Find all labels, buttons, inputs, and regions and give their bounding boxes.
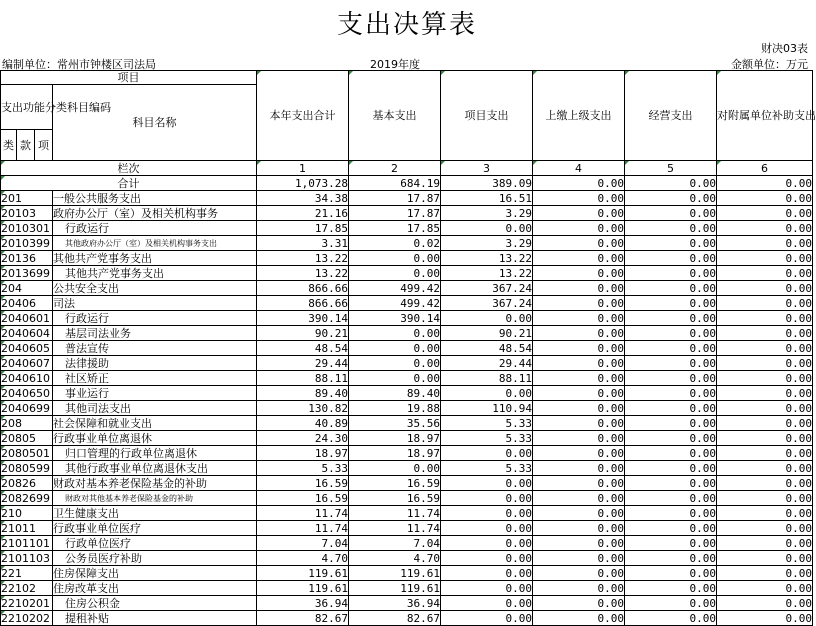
amount-cell: 82.67 — [257, 611, 349, 626]
amount-cell: 0.00 — [717, 311, 813, 326]
amount-cell: 0.00 — [625, 326, 717, 341]
amount-cell: 119.61 — [349, 566, 441, 581]
amount-cell: 0.00 — [717, 416, 813, 431]
amount-cell: 0.00 — [717, 251, 813, 266]
page-title: 支出决算表 — [336, 10, 477, 40]
amount-cell: 0.00 — [717, 326, 813, 341]
column-number: 6 — [717, 161, 813, 176]
amount-cell: 130.82 — [257, 401, 349, 416]
amount-cell: 0.00 — [533, 401, 625, 416]
amount-cell: 4.70 — [257, 551, 349, 566]
amount-cell: 0.00 — [349, 266, 441, 281]
amount-cell: 0.00 — [625, 536, 717, 551]
subject-code: 20406 — [1, 296, 53, 311]
amount-cell: 0.00 — [717, 191, 813, 206]
amount-cell: 5.33 — [257, 461, 349, 476]
amount-cell: 0.00 — [717, 461, 813, 476]
subject-name: 法律援助 — [53, 356, 257, 371]
subject-name-header: 科目名称 — [53, 85, 257, 161]
subject-name: 行政运行 — [53, 221, 257, 236]
table-row — [1, 326, 813, 341]
amount-cell: 18.97 — [349, 446, 441, 461]
amount-cell: 0.00 — [625, 461, 717, 476]
amount-cell: 0.00 — [625, 491, 717, 506]
amount-cell: 90.21 — [257, 326, 349, 341]
table-row — [1, 461, 813, 476]
subject-code: 2101101 — [1, 536, 53, 551]
col-header-5: 经营支出 — [625, 71, 717, 161]
amount-cell: 0.00 — [625, 431, 717, 446]
table-row — [1, 506, 813, 521]
amount-cell: 0.00 — [441, 221, 533, 236]
amount-cell: 0.00 — [533, 581, 625, 596]
amount-cell: 11.74 — [349, 506, 441, 521]
form-number: 财决03表 — [761, 42, 808, 55]
amount-cell: 0.00 — [349, 356, 441, 371]
amount-cell: 0.00 — [625, 236, 717, 251]
amount-cell: 11.74 — [257, 521, 349, 536]
amount-cell: 16.59 — [349, 476, 441, 491]
table-row — [1, 566, 813, 581]
amount-cell: 0.00 — [533, 266, 625, 281]
amount-cell: 0.00 — [533, 506, 625, 521]
subject-name: 社会保障和就业支出 — [53, 416, 257, 431]
amount-cell: 0.00 — [441, 311, 533, 326]
amount-cell: 36.94 — [257, 596, 349, 611]
amount-cell: 0.00 — [717, 446, 813, 461]
amount-cell: 0.00 — [717, 611, 813, 626]
table-row — [1, 416, 813, 431]
amount-cell: 13.22 — [257, 251, 349, 266]
amount-cell: 4.70 — [349, 551, 441, 566]
amount-cell: 0.00 — [533, 296, 625, 311]
subject-name: 司法 — [53, 296, 257, 311]
amount-cell: 0.00 — [717, 221, 813, 236]
table-row — [1, 341, 813, 356]
amount-cell: 866.66 — [257, 296, 349, 311]
amount-cell: 0.00 — [717, 296, 813, 311]
table-row — [1, 296, 813, 311]
subject-name: 基层司法业务 — [53, 326, 257, 341]
org-label: 编制单位：常州市钟楼区司法局 — [2, 58, 156, 71]
subject-name: 行政运行 — [53, 311, 257, 326]
subject-code: 204 — [1, 281, 53, 296]
amount-cell: 0.00 — [533, 341, 625, 356]
table-row — [1, 611, 813, 626]
amount-cell: 0.00 — [717, 536, 813, 551]
amount-cell: 5.33 — [441, 416, 533, 431]
subject-name: 住房保障支出 — [53, 566, 257, 581]
amount-cell: 499.42 — [349, 281, 441, 296]
subject-code: 2040699 — [1, 401, 53, 416]
subject-name: 提租补贴 — [53, 611, 257, 626]
amount-cell: 29.44 — [257, 356, 349, 371]
classify-code-header: 支出功能分类科目编码 — [1, 85, 53, 130]
subject-name: 归口管理的行政单位离退休 — [53, 446, 257, 461]
amount-cell: 0.00 — [625, 566, 717, 581]
amount-cell: 0.00 — [625, 356, 717, 371]
column-number: 4 — [533, 161, 625, 176]
subject-code: 201 — [1, 191, 53, 206]
amount-cell: 0.00 — [717, 476, 813, 491]
amount-cell: 3.29 — [441, 236, 533, 251]
amount-cell: 35.56 — [349, 416, 441, 431]
amount-cell: 16.51 — [441, 191, 533, 206]
subject-name: 住房改革支出 — [53, 581, 257, 596]
amount-cell: 0.00 — [441, 596, 533, 611]
amount-cell: 0.00 — [717, 401, 813, 416]
subject-code: 2040607 — [1, 356, 53, 371]
amount-cell: 0.00 — [441, 566, 533, 581]
subject-code: 2080501 — [1, 446, 53, 461]
amount-cell: 0.00 — [441, 581, 533, 596]
col-header-1: 本年支出合计 — [257, 71, 349, 161]
amount-cell: 0.00 — [441, 506, 533, 521]
subject-name: 其他司法支出 — [53, 401, 257, 416]
subject-code: 2040604 — [1, 326, 53, 341]
amount-cell: 0.00 — [717, 386, 813, 401]
amount-cell: 0.00 — [717, 491, 813, 506]
amount-cell: 866.66 — [257, 281, 349, 296]
table-row — [1, 236, 813, 251]
amount-cell: 0.00 — [625, 596, 717, 611]
amount-cell: 390.14 — [257, 311, 349, 326]
amount-cell: 0.00 — [533, 236, 625, 251]
amount-cell: 0.00 — [625, 341, 717, 356]
table-row — [1, 386, 813, 401]
amount-cell: 0.00 — [533, 356, 625, 371]
subject-name: 其他行政事业单位离退休支出 — [53, 461, 257, 476]
amount-cell: 3.31 — [257, 236, 349, 251]
table-row — [1, 521, 813, 536]
subject-name: 其他政府办公厅（室）及相关机构事务支出 — [53, 236, 257, 251]
amount-cell: 0.00 — [717, 521, 813, 536]
table-row — [1, 536, 813, 551]
amount-cell: 18.97 — [349, 431, 441, 446]
amount-cell: 0.00 — [625, 311, 717, 326]
subject-code: 221 — [1, 566, 53, 581]
amount-cell: 0.00 — [533, 431, 625, 446]
amount-cell: 0.00 — [441, 536, 533, 551]
amount-cell: 18.97 — [257, 446, 349, 461]
amount-cell: 0.00 — [349, 251, 441, 266]
amount-cell: 0.00 — [533, 491, 625, 506]
subject-name: 行政单位医疗 — [53, 536, 257, 551]
amount-cell: 0.00 — [625, 446, 717, 461]
column-number: 2 — [349, 161, 441, 176]
amount-cell: 0.00 — [533, 416, 625, 431]
fiscal-year: 2019年度 — [370, 58, 420, 71]
subject-code: 2040610 — [1, 371, 53, 386]
meta-row — [0, 56, 814, 70]
lei-header: 类 — [1, 130, 17, 161]
amount-cell: 16.59 — [257, 491, 349, 506]
amount-cell: 0.00 — [441, 521, 533, 536]
total-cell: 0.00 — [717, 176, 813, 191]
subject-name: 财政对基本养老保险基金的补助 — [53, 476, 257, 491]
amount-cell: 13.22 — [441, 251, 533, 266]
amount-cell: 0.00 — [441, 386, 533, 401]
amount-cell: 367.24 — [441, 281, 533, 296]
subject-code: 2080599 — [1, 461, 53, 476]
amount-cell: 0.00 — [441, 551, 533, 566]
subject-code: 2040601 — [1, 311, 53, 326]
amount-cell: 0.00 — [717, 341, 813, 356]
amount-cell: 13.22 — [441, 266, 533, 281]
amount-cell: 0.00 — [625, 506, 717, 521]
amount-cell: 0.00 — [625, 206, 717, 221]
table-row — [1, 221, 813, 236]
amount-cell: 0.00 — [717, 371, 813, 386]
amount-cell: 29.44 — [441, 356, 533, 371]
amount-cell: 0.00 — [533, 206, 625, 221]
kuan-header: 款 — [17, 130, 35, 161]
amount-cell: 0.00 — [625, 266, 717, 281]
total-row — [1, 176, 813, 191]
amount-cell: 0.00 — [717, 236, 813, 251]
subject-code: 22102 — [1, 581, 53, 596]
amount-cell: 90.21 — [441, 326, 533, 341]
amount-cell: 7.04 — [349, 536, 441, 551]
amount-cell: 0.00 — [625, 371, 717, 386]
column-index-label: 栏次 — [1, 161, 257, 176]
table-row — [1, 191, 813, 206]
amount-cell: 16.59 — [257, 476, 349, 491]
header-row-1 — [1, 71, 813, 85]
column-number: 3 — [441, 161, 533, 176]
amount-cell: 17.85 — [349, 221, 441, 236]
col-header-3: 项目支出 — [441, 71, 533, 161]
subject-name: 行政事业单位离退休 — [53, 431, 257, 446]
total-cell: 389.09 — [441, 176, 533, 191]
column-number: 1 — [257, 161, 349, 176]
amount-cell: 17.87 — [349, 191, 441, 206]
subject-name: 住房公积金 — [53, 596, 257, 611]
amount-cell: 17.85 — [257, 221, 349, 236]
amount-cell: 21.16 — [257, 206, 349, 221]
subject-name: 行政事业单位医疗 — [53, 521, 257, 536]
amount-cell: 0.00 — [717, 566, 813, 581]
subject-code: 20805 — [1, 431, 53, 446]
amount-cell: 367.24 — [441, 296, 533, 311]
amount-cell: 11.74 — [257, 506, 349, 521]
expenditure-table — [0, 70, 816, 626]
total-cell: 0.00 — [533, 176, 625, 191]
amount-cell: 0.00 — [717, 551, 813, 566]
subject-code: 210 — [1, 506, 53, 521]
amount-cell: 0.00 — [533, 596, 625, 611]
amount-cell: 5.33 — [441, 431, 533, 446]
subject-code: 20103 — [1, 206, 53, 221]
amount-cell: 24.30 — [257, 431, 349, 446]
subject-name: 公共安全支出 — [53, 281, 257, 296]
amount-cell: 0.00 — [717, 266, 813, 281]
table-body — [1, 71, 816, 626]
unit-label: 金额单位：万元 — [731, 58, 808, 71]
amount-cell: 0.00 — [533, 536, 625, 551]
table-row — [1, 311, 813, 326]
table-row — [1, 206, 813, 221]
amount-cell: 119.61 — [257, 581, 349, 596]
subject-name: 政府办公厅（室）及相关机构事务 — [53, 206, 257, 221]
amount-cell: 0.00 — [533, 521, 625, 536]
table-row — [1, 551, 813, 566]
amount-cell: 0.00 — [441, 491, 533, 506]
amount-cell: 89.40 — [349, 386, 441, 401]
table-row — [1, 266, 813, 281]
amount-cell: 0.00 — [717, 356, 813, 371]
subject-code: 2082699 — [1, 491, 53, 506]
amount-cell: 0.00 — [533, 371, 625, 386]
subject-code: 2010301 — [1, 221, 53, 236]
amount-cell: 48.54 — [257, 341, 349, 356]
amount-cell: 34.38 — [257, 191, 349, 206]
amount-cell: 0.00 — [625, 296, 717, 311]
amount-cell: 0.00 — [625, 581, 717, 596]
amount-cell: 0.00 — [533, 251, 625, 266]
amount-cell: 0.00 — [533, 446, 625, 461]
amount-cell: 390.14 — [349, 311, 441, 326]
table-row — [1, 251, 813, 266]
amount-cell: 0.00 — [349, 341, 441, 356]
amount-cell: 0.00 — [717, 431, 813, 446]
subject-code: 2013699 — [1, 266, 53, 281]
amount-cell: 88.11 — [257, 371, 349, 386]
amount-cell: 82.67 — [349, 611, 441, 626]
amount-cell: 5.33 — [441, 461, 533, 476]
amount-cell: 0.00 — [533, 281, 625, 296]
amount-cell: 0.02 — [349, 236, 441, 251]
subject-name: 财政对其他基本养老保险基金的补助 — [53, 491, 257, 506]
amount-cell: 0.00 — [533, 566, 625, 581]
subject-name: 社区矫正 — [53, 371, 257, 386]
amount-cell: 0.00 — [717, 206, 813, 221]
amount-cell: 0.00 — [625, 551, 717, 566]
total-label: 合计 — [1, 176, 257, 191]
amount-cell: 16.59 — [349, 491, 441, 506]
table-row — [1, 446, 813, 461]
amount-cell: 11.74 — [349, 521, 441, 536]
col-header-2: 基本支出 — [349, 71, 441, 161]
subject-name: 其他共产党事务支出 — [53, 251, 257, 266]
amount-cell: 13.22 — [257, 266, 349, 281]
subject-code: 2210201 — [1, 596, 53, 611]
amount-cell: 0.00 — [625, 221, 717, 236]
amount-cell: 0.00 — [625, 191, 717, 206]
amount-cell: 0.00 — [625, 521, 717, 536]
table-row — [1, 431, 813, 446]
total-cell: 1,073.28 — [257, 176, 349, 191]
amount-cell: 499.42 — [349, 296, 441, 311]
subject-name: 其他共产党事务支出 — [53, 266, 257, 281]
subject-code: 2040605 — [1, 341, 53, 356]
amount-cell: 0.00 — [533, 221, 625, 236]
table-row — [1, 401, 813, 416]
column-number: 5 — [625, 161, 717, 176]
amount-cell: 0.00 — [533, 476, 625, 491]
subject-code: 2010399 — [1, 236, 53, 251]
amount-cell: 89.40 — [257, 386, 349, 401]
amount-cell: 0.00 — [533, 191, 625, 206]
item-group-header: 项目 — [1, 71, 257, 85]
amount-cell: 19.88 — [349, 401, 441, 416]
amount-cell: 36.94 — [349, 596, 441, 611]
amount-cell: 0.00 — [533, 386, 625, 401]
subject-name: 普法宣传 — [53, 341, 257, 356]
amount-cell: 88.11 — [441, 371, 533, 386]
subject-name: 一般公共服务支出 — [53, 191, 257, 206]
amount-cell: 110.94 — [441, 401, 533, 416]
amount-cell: 7.04 — [257, 536, 349, 551]
amount-cell: 0.00 — [717, 581, 813, 596]
amount-cell: 0.00 — [441, 446, 533, 461]
amount-cell: 0.00 — [625, 281, 717, 296]
col-header-6: 对附属单位补助支出 — [717, 71, 813, 161]
subject-code: 2101103 — [1, 551, 53, 566]
column-index-row — [1, 161, 813, 176]
subject-code: 20136 — [1, 251, 53, 266]
amount-cell: 0.00 — [533, 311, 625, 326]
table-row — [1, 371, 813, 386]
col-header-4: 上缴上级支出 — [533, 71, 625, 161]
total-cell: 684.19 — [349, 176, 441, 191]
total-cell: 0.00 — [625, 176, 717, 191]
table-row — [1, 281, 813, 296]
amount-cell: 0.00 — [533, 461, 625, 476]
subject-code: 21011 — [1, 521, 53, 536]
subject-code: 20826 — [1, 476, 53, 491]
amount-cell: 0.00 — [625, 611, 717, 626]
amount-cell: 119.61 — [257, 566, 349, 581]
amount-cell: 0.00 — [349, 371, 441, 386]
amount-cell: 17.87 — [349, 206, 441, 221]
subject-name: 卫生健康支出 — [53, 506, 257, 521]
table-row — [1, 581, 813, 596]
amount-cell: 0.00 — [625, 416, 717, 431]
amount-cell: 0.00 — [441, 476, 533, 491]
subject-code: 208 — [1, 416, 53, 431]
amount-cell: 0.00 — [625, 476, 717, 491]
table-row — [1, 491, 813, 506]
amount-cell: 0.00 — [625, 401, 717, 416]
amount-cell: 0.00 — [533, 326, 625, 341]
amount-cell: 0.00 — [533, 611, 625, 626]
amount-cell: 48.54 — [441, 341, 533, 356]
xiang-header: 项 — [35, 130, 53, 161]
amount-cell: 0.00 — [349, 461, 441, 476]
table-row — [1, 356, 813, 371]
amount-cell: 0.00 — [717, 506, 813, 521]
table-row — [1, 476, 813, 491]
subject-name: 事业运行 — [53, 386, 257, 401]
amount-cell: 40.89 — [257, 416, 349, 431]
table-row — [1, 596, 813, 611]
amount-cell: 0.00 — [717, 281, 813, 296]
amount-cell: 0.00 — [441, 611, 533, 626]
subject-code: 2210202 — [1, 611, 53, 626]
subject-name: 公务员医疗补助 — [53, 551, 257, 566]
amount-cell: 0.00 — [625, 251, 717, 266]
amount-cell: 0.00 — [533, 551, 625, 566]
amount-cell: 3.29 — [441, 206, 533, 221]
amount-cell: 0.00 — [625, 386, 717, 401]
subject-code: 2040650 — [1, 386, 53, 401]
amount-cell: 0.00 — [717, 596, 813, 611]
amount-cell: 119.61 — [349, 581, 441, 596]
amount-cell: 0.00 — [349, 326, 441, 341]
